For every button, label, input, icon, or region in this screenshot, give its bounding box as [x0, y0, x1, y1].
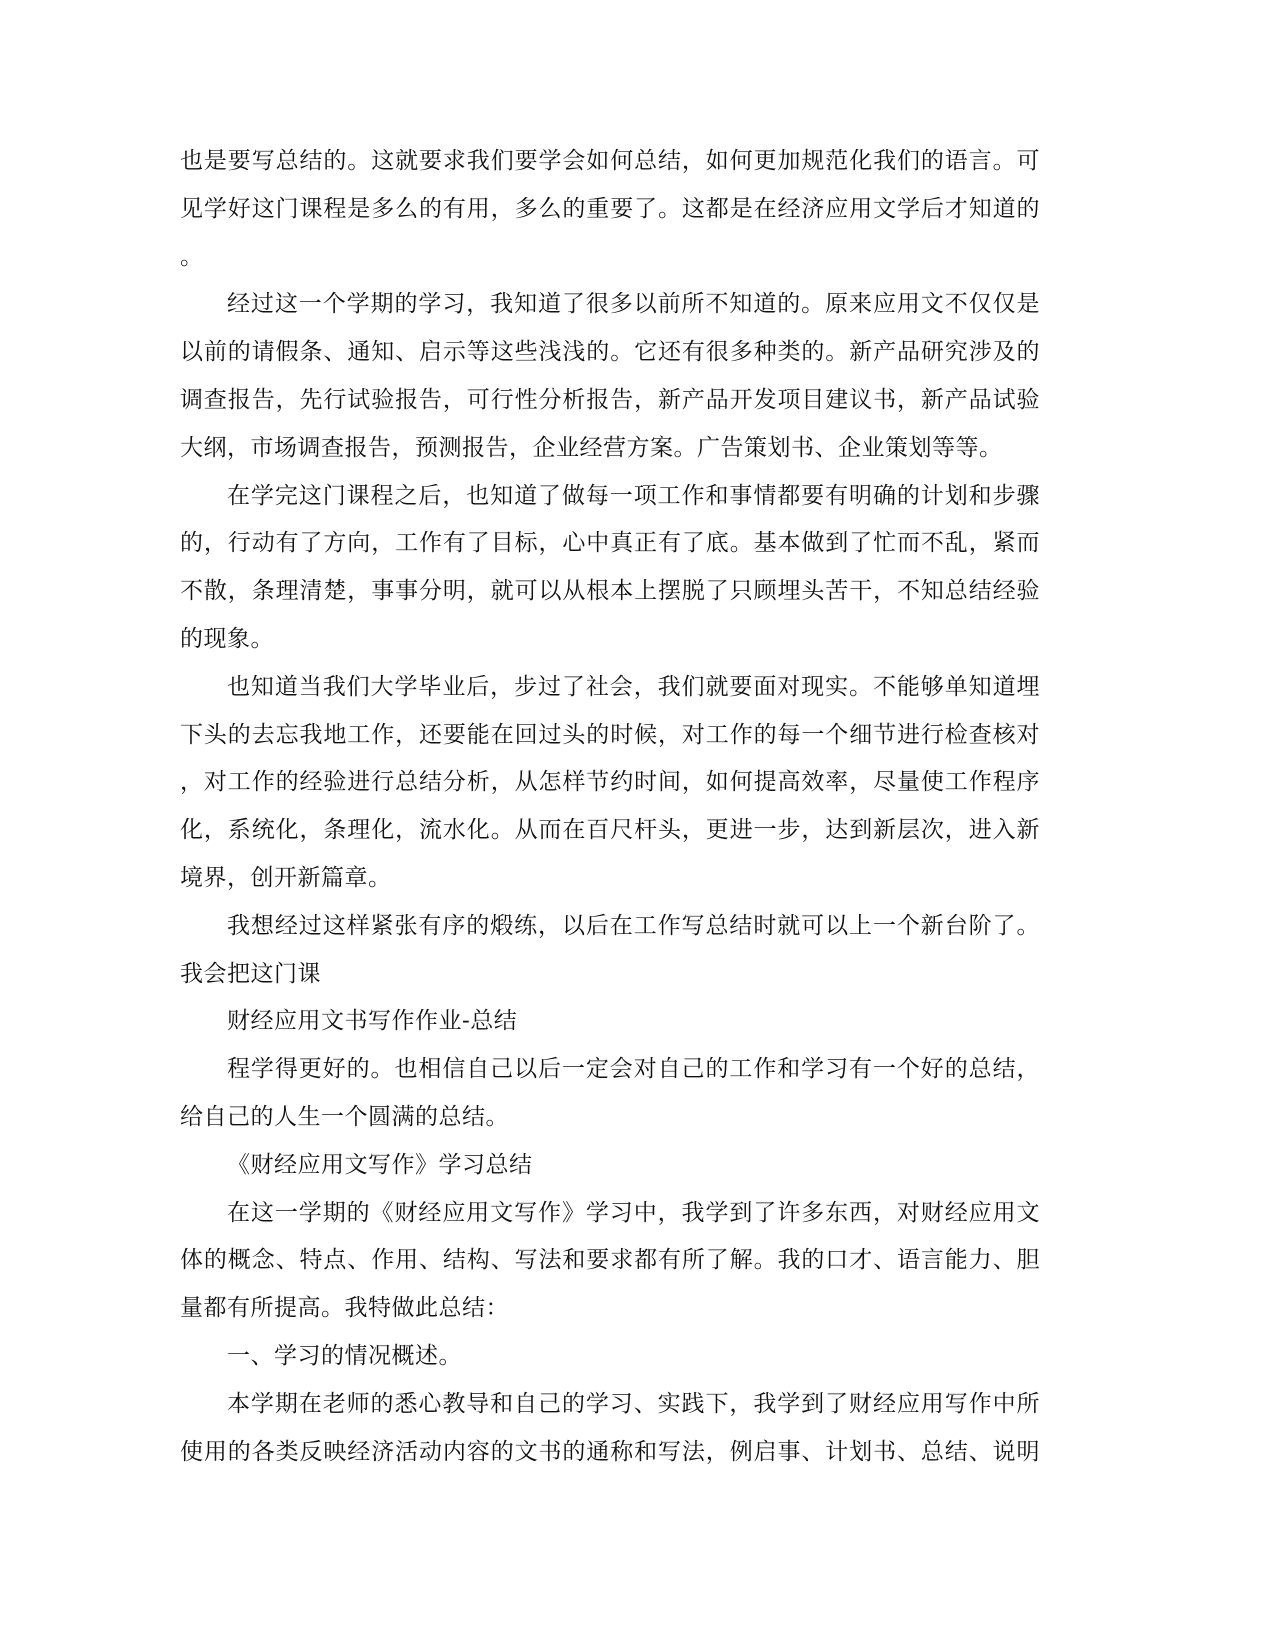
document-body	[180, 138, 1040, 1476]
text-line: 我会把这门课	[180, 960, 321, 987]
text-line: 程学得更好的。也相信自己以后一定会对自己的工作和学习有一个好的总结，	[227, 1056, 1040, 1083]
text-line: 的，行动有了方向，工作有了目标，心中真正有了底。基本做到了忙而不乱，紧而	[180, 530, 1040, 557]
text-line: 大纲，市场调查报告，预测报告，企业经营方案。广告策划书、企业策划等等。	[180, 434, 1003, 461]
text-line: 。	[180, 243, 204, 270]
text-line: 经过这一个学期的学习，我知道了很多以前所不知道的。原来应用文不仅仅是	[227, 291, 1040, 318]
text-line: 也知道当我们大学毕业后，步过了社会，我们就要面对现实。不能够单知道埋	[227, 673, 1040, 700]
text-line: 以前的请假条、通知、启示等这些浅浅的。它还有很多种类的。新产品研究涉及的	[180, 339, 1040, 366]
text-line: 财经应用文书写作作业-总结	[227, 1008, 518, 1035]
text-line: 化，系统化，条理化，流水化。从而在百尺杆头，更进一步，达到新层次，进入新	[180, 817, 1040, 844]
text-line: 本学期在老师的悉心教导和自己的学习、实践下，我学到了财经应用写作中所	[227, 1390, 1040, 1417]
text-line: 的现象。	[180, 625, 274, 652]
text-line: 给自己的人生一个圆满的总结。	[180, 1103, 509, 1130]
text-line: 《财经应用文写作》学习总结	[227, 1151, 533, 1178]
text-line: 在学完这门课程之后，也知道了做每一项工作和事情都要有明确的计划和步骤	[227, 482, 1040, 509]
text-line: ，对工作的经验进行总结分析，从怎样节约时间，如何提高效率，尽量使工作程序	[180, 769, 1040, 796]
text-line: 一、学习的情况概述。	[227, 1342, 462, 1369]
text-line: 境界，创开新篇章。	[180, 864, 392, 891]
text-line: 也是要写总结的。这就要求我们要学会如何总结，如何更加规范化我们的语言。可	[180, 148, 1040, 174]
text-line: 我想经过这样紧张有序的煅练，以后在工作写总结时就可以上一个新台阶了。	[227, 912, 1040, 939]
text-line: 见学好这门课程是多么的有用，多么的重要了。这都是在经济应用文学后才知道的	[180, 195, 1040, 222]
text-line: 使用的各类反映经济活动内容的文书的通称和写法，例启事、计划书、总结、说明	[180, 1438, 1040, 1465]
text-line: 在这一学期的《财经应用文写作》学习中，我学到了许多东西，对财经应用文	[227, 1199, 1040, 1226]
text-line: 不散，条理清楚，事事分明，就可以从根本上摆脱了只顾埋头苦干，不知总结经验	[180, 578, 1040, 605]
text-line: 下头的去忘我地工作，还要能在回过头的时候，对工作的每一个细节进行检查核对	[180, 721, 1040, 748]
text-line: 量都有所提高。我特做此总结：	[180, 1295, 509, 1322]
text-line: 调查报告，先行试验报告，可行性分析报告，新产品开发项目建议书，新产品试验	[180, 386, 1040, 413]
text-line: 体的概念、特点、作用、结构、写法和要求都有所了解。我的口才、语言能力、胆	[180, 1247, 1040, 1274]
